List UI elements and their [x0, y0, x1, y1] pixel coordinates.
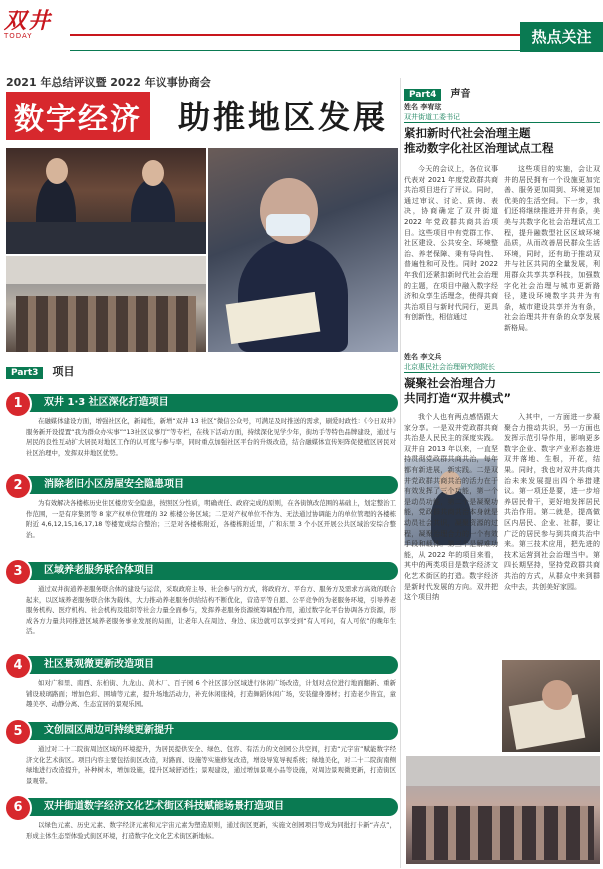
voice-title-line: 紧扣新时代社会治理主题	[404, 126, 531, 140]
voice-title-line: 推动数字化社区治理试点工程	[404, 141, 554, 155]
header-rule	[70, 34, 520, 36]
project-number: 1	[4, 390, 32, 418]
part3-heading	[6, 360, 396, 376]
project-title-bar	[13, 656, 398, 674]
voice-title-line: 凝聚社会治理合力	[404, 376, 496, 390]
project-body: 在融媒体建设方面，增强社区化，新闻性，新增“双井 13 社区”微信公众号，可满足及时推送的需求，刷爱时政性：《今日双井》服务新开设提置“我为群众办实事”“13社区议事厅”等专栏，在线下活动方面，持续深化见学少年，街坊手等特色品牌建设，通过与居民的良性互动扩大居民对地区工作的认可度与参与率，同时重点加强社区平台的升级改造，结合融媒体宣传矩阵促使植区居民对社区治理中，发挥双井地区优势。	[26, 417, 396, 457]
voice-2-text-left: 我个人也有两点感悟跟大家分享。一是双井党政群共商共治是人民民主的深度实践。双井自 2013 年以来，一直坚持贯彻党政群共商共治，每年都有新进展，新实践。二是双井党政群共商共治的活力在于有效发挥了三个功能，第一个是动员功能，第二个是凝聚功能，党政群共商共治本身就是动员社会共识，凝聚资源的过程，凝聚治理合力的一个有效手段和载体。第三个是解难功能，从 2022 年的项目来看，其中的两类项目是数字经济文化艺术街区的打造。数字经济是新时代发展的方向。双井把这个项目纳	[404, 413, 498, 602]
project-title: 文创园区周边可持续更新提升	[44, 725, 174, 736]
meeting-photo-speakers	[6, 148, 206, 254]
headline-title-highlight: 数字经济	[6, 92, 150, 140]
project-title-bar	[13, 476, 398, 494]
meeting-audience-photo	[406, 756, 600, 864]
voice-2-title	[404, 376, 600, 406]
project-item-6	[6, 798, 398, 864]
project-body: 通过双井街道养老服务联合体的建设与运营，采取政府主导、社会参与的方式，将政府方、平台方、服务方及需求方高效的联合起来，以区域养老服务联合体为载体，大力推动养老服务供给结构不断优化，营造平等自愿、公平竞争的为老服务环境，引导养老服务机构、医疗机构、社会机构及组织等社会力量全面参与，发挥养老服务资源统筹调配作用，通过数字化平台协调各方资源，形成各方力量共同推进区域养老服务事业发展的局面，让老年人在周边、身边、床边就可以享受到“有人可问，有人可依”的晚年生活。	[26, 585, 396, 635]
voice-1-title	[404, 126, 600, 156]
meeting-photo-voter	[208, 148, 398, 352]
part3-badge: Part3	[6, 367, 43, 379]
logo-subtitle: TODAY	[4, 32, 33, 40]
project-title: 双井街道数字经济文化艺术街区科技赋能场景打造项目	[44, 801, 284, 812]
author-name: 姓名 李文兵	[404, 353, 442, 361]
project-number: 2	[4, 472, 32, 500]
author-role: 双井街道工委书记	[404, 112, 600, 123]
project-number: 4	[4, 652, 32, 680]
header-rule-green	[70, 50, 520, 51]
voice-title-line: 共同打造“双井模式”	[404, 391, 512, 405]
part4-heading	[404, 82, 600, 98]
project-number: 3	[4, 558, 32, 586]
project-item-5	[6, 722, 398, 798]
project-number: 5	[4, 718, 32, 746]
headline-title: 助推地区发展	[178, 98, 389, 136]
voice-1-text-left: 今天的会议上，各位议事代表对 2021 年度党政群共商共治项目进行了评议。同时，通过审议、讨论、质询、表决，协商确定了双井街道 2022 年党政群共商共治项目。这些项目中有党群工作、社区建设、公共安全、环境整治、养老保障、秉有导向性、普遍性和可及性。同时 2022 年我们还紧扣新时代社会治理的主题，在项目中融入数字经济和众享生活理念，使得共商共治项目与新时代同行，更具有创新性，相信通过	[404, 165, 498, 322]
project-body: 以绿色元素、历史元素、数字经济元素和元宇宙元素为塑造原则，通过街区更新，实施文创园项目等成为同批打卡新“卉点”，形成主体生态型体验式街区环境，打造数字化文化艺术街区新地标。	[26, 821, 396, 840]
project-title-bar	[13, 394, 398, 412]
section-tag: 热点关注	[520, 22, 603, 52]
voting-photo	[502, 660, 600, 752]
project-number: 6	[4, 794, 32, 822]
column-divider	[400, 78, 401, 868]
project-title-bar	[13, 798, 398, 816]
voice-2-text-right: 入其中，一方面进一步凝聚合力推动共识，另一方面也发挥示范引导作用，影响更多数字企业、数字产业形态推进双井落地、生根，开花，结果。同时，我也对双井共商共治未来发展提出四个举措建议。第一项还是要，进一步培养居民骨干，更好地发挥居民共治作用。第二就是，提高做区内居民、企业、社群，要让广泛的居民参与到共商共治中来。第三技术应用，把先进的技术运营到社会治理当中。第四长期坚持，坚持党政群共商共治的方式，从群众中来到群众中去，共创美好家园。	[504, 413, 600, 591]
project-title: 社区景观微更新改造项目	[44, 659, 154, 670]
author-role: 北京惠民社会治理研究院院长	[404, 362, 600, 373]
project-item-3	[6, 562, 398, 658]
masthead-logo	[4, 4, 74, 50]
project-item-2	[6, 476, 398, 562]
project-item-4	[6, 656, 398, 722]
headline-kicker: 2021 年总结评议暨 2022 年议事协商会	[6, 76, 211, 89]
part4-badge: Part4	[404, 89, 441, 101]
project-title-bar	[13, 722, 398, 740]
project-title: 消除老旧小区房屋安全隐患项目	[44, 479, 184, 490]
part4-label: 声音	[450, 89, 471, 100]
voice-2-author	[404, 352, 600, 373]
voice-1-text-right: 这些项目的实施，会让双井的居民拥有一个设施更加完善、服务更加周到、环境更加优美的生活空间。下一步，我们还将继续推进并井有条，美美与共数字化社会治理试点工程，提升融数型社区区域环境品质，从而改善居民群众生活环境，同时，还有助于推动双井与社区共同的全量发展，利用群众共享共享科技，加强数字化社会治理与城市更新路径，建设环境数字共井为有条，城市建设共享并为有条，社会治理共井有条的众享发展新格局。	[504, 165, 600, 332]
voice-1-author	[404, 102, 600, 123]
project-title: 区域养老服务联合体项目	[44, 565, 154, 576]
logo-text: 双井	[4, 8, 53, 34]
project-title: 双井 1·3 社区深化打造项目	[44, 397, 169, 408]
project-body: 如对广和里、南西、东柏街、九龙山、黄木厂、百子园 6 个社区部分区域进行休闲广场改造，计划对点位进行地面翻新、重新铺设玻璃路面；增加色彩、围墙等元素，提升场地活动力，补充休闲座椅，打造舞蹈休闲广场，安装健身器材；打造老少皆宜，童趣美亭、动静分离、生态宜居的景观乐园。	[26, 679, 396, 708]
author-name: 姓名 李宥玹	[404, 103, 442, 111]
part3-label: 项目	[52, 365, 75, 378]
meeting-photo-hall	[6, 256, 206, 352]
project-item-1	[6, 394, 398, 480]
project-body: 为有效解决各楼栋历史住区楼房安全隐患，按照区分性质，明确责任、政府完成的原则，在各街镇改范围的基础上，划定整治工作范围，一是有序集团等 8 家产权单位管理的 32 栋楼公务区域；二是对产权单位不作为、无法通过协调能力的单位管理的各楼栋附近 4,6,12,15,16,17,18 等楼宽成综合整治；三是对各楼栋附近，各楼栋附近里，广和东里 3 个小区开展公共区域治安综合整治。	[26, 499, 396, 539]
project-body: 通过对二十二院街周边区域的环境提升，为居民提供安全、绿色、包容、有活力的文创园公共空间，打造“元宇宙”赋能数字经济文化艺术街区。项目内容主要包括街区改造，对路面、设施等实施修复改造，增设导览导视系统；绿地美化，对二十二院街南侧绿地进行改造提升，补种树木，增加设施，提升区域舒适性；景观建设，通过增加景观小品等设施，对周边景观微更新，打造街区景观带。	[26, 745, 396, 785]
project-title-bar	[13, 562, 398, 580]
